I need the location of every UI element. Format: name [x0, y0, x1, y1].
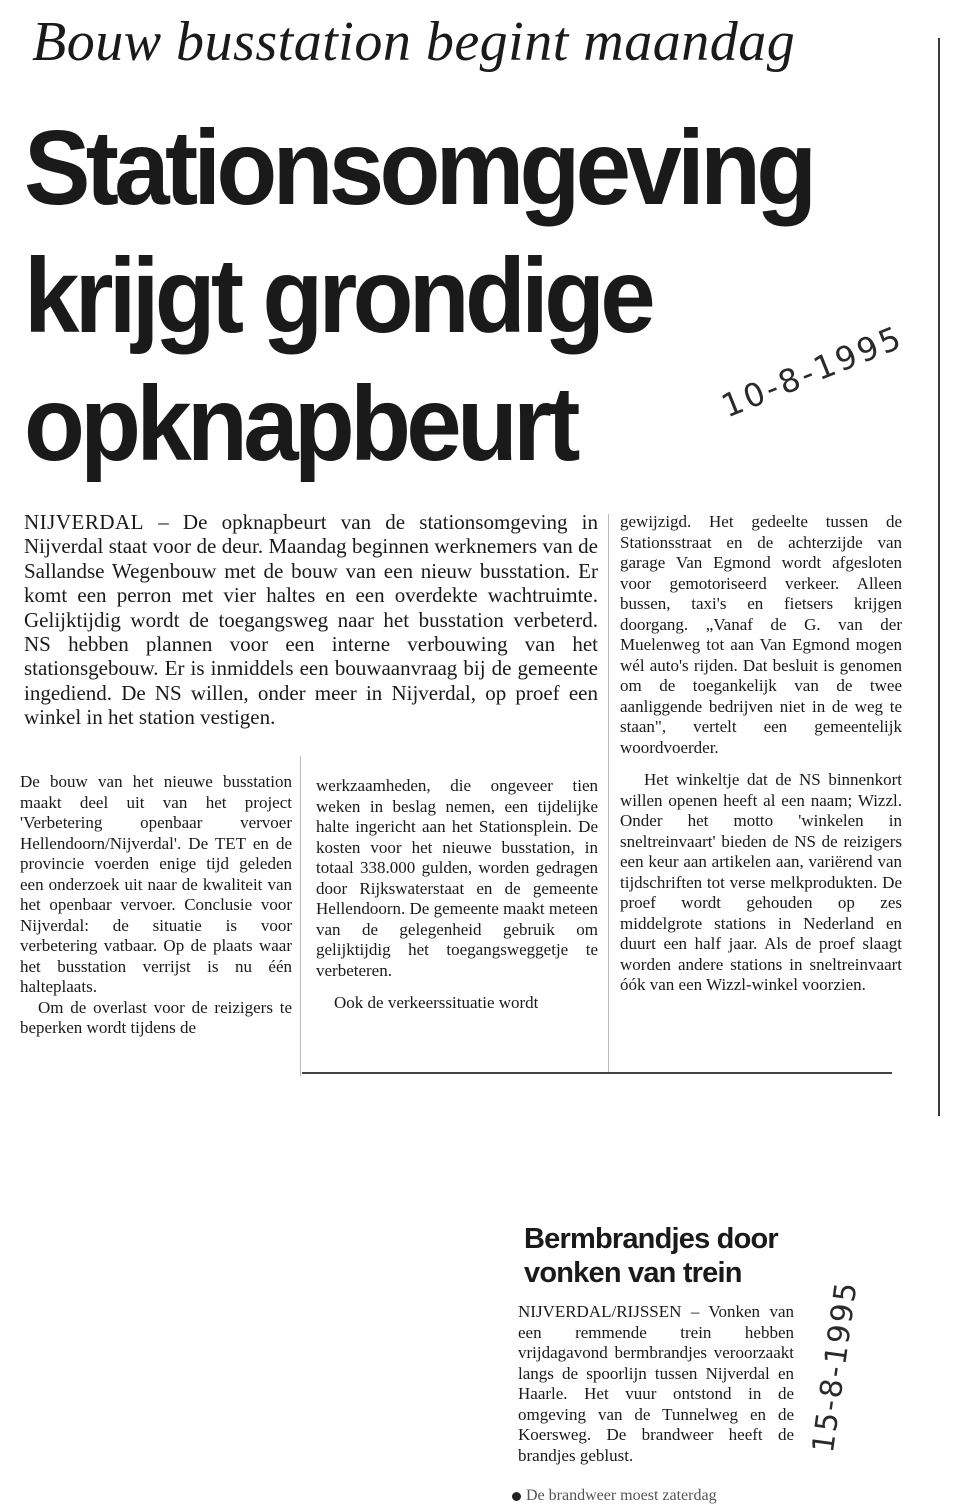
brief-body — [518, 1302, 794, 1466]
headline-line: Stationsomgeving — [24, 109, 813, 227]
article-column-1 — [20, 772, 292, 1039]
dateline: NIJVERDAL/RIJSSEN — [518, 1302, 682, 1321]
headline-line: Bermbrandjes door — [524, 1223, 778, 1255]
article-lead — [24, 510, 598, 730]
paragraph: Ook de verkeerssituatie wordt — [334, 993, 539, 1012]
paragraph: Het winkeltje dat de NS binnenkort willen openen heeft al een naam; Wizzl. Onder het motto 'winkelen in sneltreinvaart' bieden de NS de reizigers een keur aan artikelen aan, variërend van tijdschriften tot verse melkprodukten. De proef wordt gehouden op zes middelgrote stations in Nederland en duurt een half jaar. Als de proef slaagt worden andere stations in sneltreinvaart óók van een Wizzl-winkel voorzien. — [620, 770, 902, 994]
headline-line: vonken van trein — [524, 1257, 742, 1289]
cut-line-text: De brandweer moest zaterdag — [526, 1487, 717, 1504]
brief-text: – Vonken van een remmende trein hebben vrijdagavond bermbrandjes veroorzaakt langs de spoorlijn tussen Nijverdal en Haarle. Het vuur ontstond in de omgeving van de Tunnelweg en de Koersweg. De brandweer heeft de brandjes geblust. — [518, 1302, 794, 1465]
paragraph: Om de overlast voor de reizigers te beperken wordt tijdens de — [20, 997, 292, 1037]
brief-headline — [524, 1222, 804, 1290]
column-rule-right — [938, 38, 940, 1116]
bullet-icon — [512, 1492, 521, 1501]
lead-text: – De opknapbeurt van de stationsomgeving in Nijverdal staat voor de deur. Maandag beginnen werknemers van de Sallandse Wegenbouw met de bouw van een nieuw busstation. Er komt een perron met vier haltes en een overdekte wachtruimte. Gelijktijdig wordt de toegangsweg naar het busstation verbeterd. NS hebben plannen voor een interne verbouwing van het stationsgebouw. Er is inmiddels een bouwaanvraag bij de gemeente ingediend. De NS willen, onder meer in Nijverdal, op proef een winkel in het station vestigen. — [24, 510, 598, 730]
paragraph: werkzaamheden, die ongeveer tien weken in beslag nemen, een tijdelijke halte ingericht aan het Stationsplein. De kosten voor het nieuwe busstation, in totaal 338.000 gulden, worden gedragen door Rijkswaterstaat en de gemeente Hellendoorn. De gemeente maakt meteen van de gelegenheid gebruik om gelijktijdig het toegangsweggetje te verbeteren. — [316, 776, 598, 980]
article-column-3 — [620, 512, 902, 1008]
column-divider — [300, 756, 301, 1076]
article-bottom-rule — [302, 1072, 892, 1074]
headline-line: opknapbeurt — [24, 365, 576, 483]
brief-cut-line — [512, 1486, 802, 1504]
article-column-2 — [316, 776, 598, 1014]
headline-line: krijgt grondige — [24, 237, 651, 355]
article-kicker: Bouw busstation begint maandag — [32, 11, 796, 73]
paragraph: gewijzigd. Het gedeelte tussen de Stationsstraat en de achterzijde van garage Van Egmond wordt afgesloten voor gemotoriseerd verkeer. Alleen bussen, taxi's en fietsers krijgen doorgang. „Vanaf de G. van der Muelenweg tot aan Van Egmond mogen wél auto's rijden. Dat besluit is genomen om de toegankelijk van de twee aanliggende bedrijven niet in de weg te staan", vertelt een gemeentelijk woordvoerder. — [620, 512, 902, 757]
article-headline — [24, 104, 851, 488]
handwritten-date: 15-8-1995 — [806, 1278, 865, 1455]
paragraph: De bouw van het nieuwe busstation maakt deel uit van het project 'Verbetering openbaar vervoer Hellendoorn/Nijverdal'. De TET en de provincie voerden enige tijd geleden een onderzoek uit naar de kwaliteit van het openbaar vervoer. Conclusie voor Nijverdal: de situatie is voor verbetering vatbaar. Op de plaats waar het busstation verrijst is nu één halteplaats. — [20, 772, 292, 996]
dateline: NIJVERDAL — [24, 510, 144, 534]
column-divider — [608, 514, 609, 1074]
handwritten-date: 10-8-1995 — [716, 317, 909, 426]
